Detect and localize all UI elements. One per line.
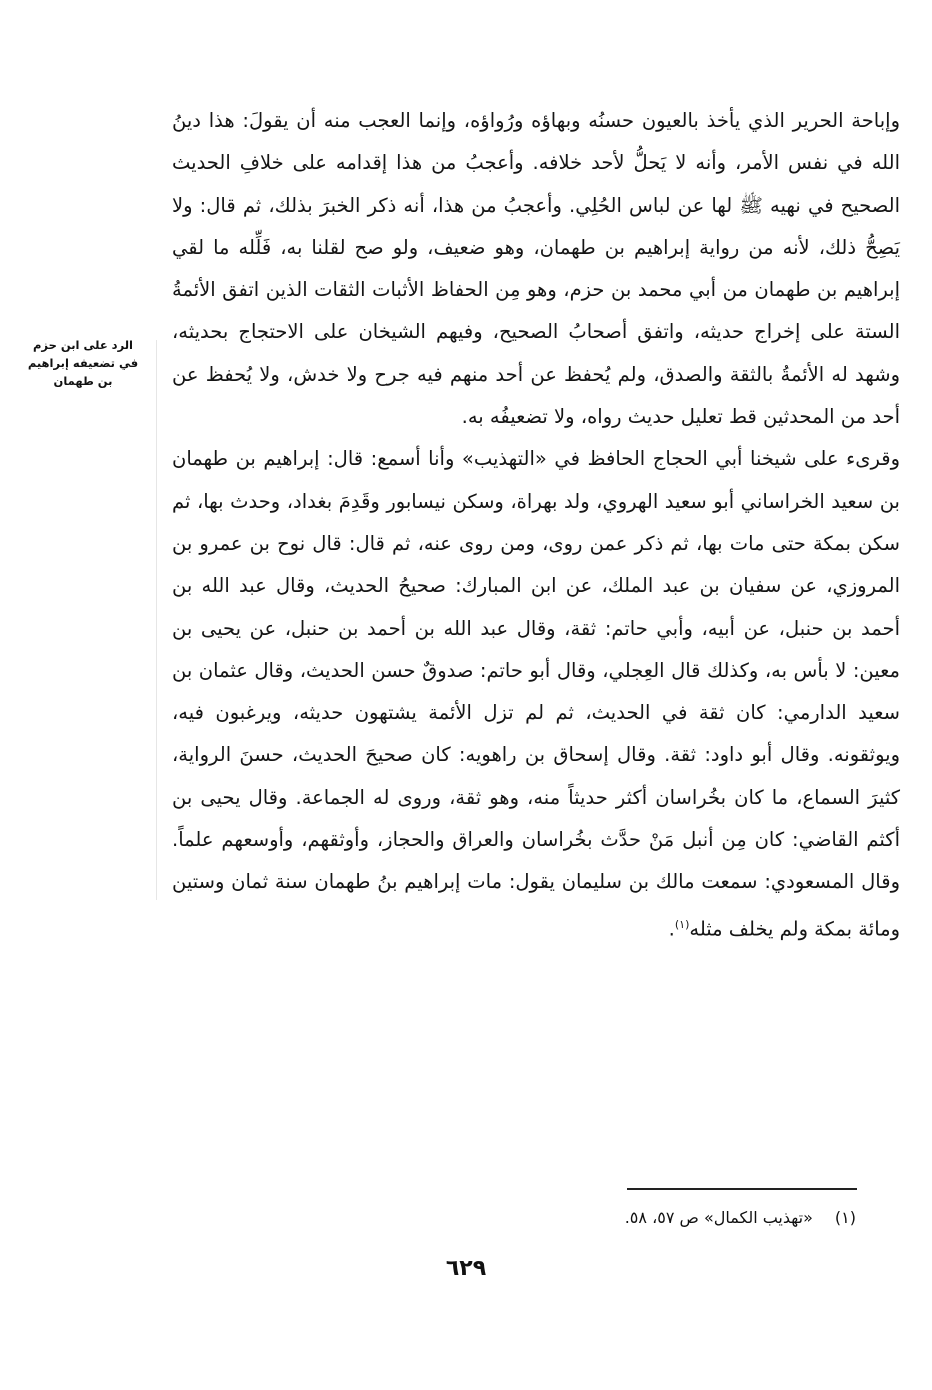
footnote — [480, 1204, 856, 1232]
footnote-text: «تهذيب الكمال» ص ٥٧، ٥٨. — [624, 1208, 813, 1227]
main-text-block — [172, 100, 900, 950]
footnote-number: (١) — [834, 1208, 856, 1227]
paragraph-text: وقرىء على شيخنا أبي الحجاج الحافظ في «التهذيب» وأنا أسمع: قال: إبراهيم بن طهمان بن سعيد الخراساني أبو سعيد الهروي، ولد بهراة، وسكن نيسابور وقَدِمَ بغداد، وحدث بها، ثم سكن بمكة حتى مات بها، ثم ذكر عمن روى، ومن روى عنه، ثم قال: قال نوح بن عمرو بن المروزي، عن سفيان بن عبد الملك، عن ابن المبارك: صحيحُ الحديث، وقال عبد الله بن أحمد بن حنبل، عن أبيه، وأبي حاتم: ثقة، وقال عبد الله بن أحمد بن حنبل، عن يحيى بن معين: لا بأس به، وكذلك قال العِجلي، وقال أبو حاتم: صدوقٌ حسن الحديث، وقال عثمان بن سعيد الدارمي: كان ثقة في الحديث، ثم لم تزل الأئمة يشتهون حديثه، ويرغبون فيه، ويوثقونه. وقال أبو داود: ثقة. وقال إسحاق بن راهويه: كان صحيحَ الحديث، حسنَ الرواية، كثيرَ السماع، ما كان بخُراسان أكثر حديثاً منه، وهو ثقة، وروى له الجماعة. وقال يحيى بن أكثم القاضي: كان مِن أنبل مَنْ حدَّث بخُراسان والعراق والحجاز، وأوثقهم، وأوسعهم علماً. وقال المسعودي: سمعت مالك بن سليمان يقول: مات إبراهيم بنُ طهمان سنة ثمان وستين ومائة بمكة ولم يخلف مثله — [172, 447, 900, 941]
page-number: ٦٢٩ — [445, 1256, 487, 1281]
footnote-separator — [627, 1188, 857, 1190]
footnote-reference: (١) — [674, 917, 690, 931]
end-mark: . — [668, 917, 675, 941]
margin-divider — [156, 340, 157, 900]
paragraph — [172, 100, 900, 438]
paragraph — [172, 438, 900, 950]
margin-note: الرد على ابن حزم في تضعيفه إبراهيم بن طهمان — [27, 338, 139, 388]
paragraph-text: وإباحة الحرير الذي يأخذ بالعيون حسنُه وبهاؤه ورُواؤه، وإنما العجب منه أن يقولَ: هذا دينُ الله في نفس الأمر، وأنه لا يَحلُّ لأحد خلافه. وأعجبُ من هذا إقدامه على خلافِ الحديث الصحيح في نهيه ﷺ لها عن لباس الحُلِي. وأعجبُ من هذا، أنه ذكر الخبرَ بذلك، ثم قال: ولا يَصِحُّ ذلك، لأنه من رواية إبراهيم بن طهمان، وهو ضعيف، ولو صح لقلنا به، فَلِّله ما لقي إبراهيم بن طهمان من أبي محمد بن حزم، وهو مِن الحفاظ الأثبات الثقات الذين اتفق الأئمةُ الستة على إخراج حديثه، واتفق أصحابُ الصحيح، وفيهم الشيخان على الاحتجاج بحديثه، وشهد له الأئمةُ بالثقة والصدق، ولم يُحفظ عن أحد منهم فيه جرح ولا خدش، ولا يُحفظ عن أحد من المحدثين قط تعليل حديث رواه، ولا تضعيفُه به. — [172, 109, 900, 429]
